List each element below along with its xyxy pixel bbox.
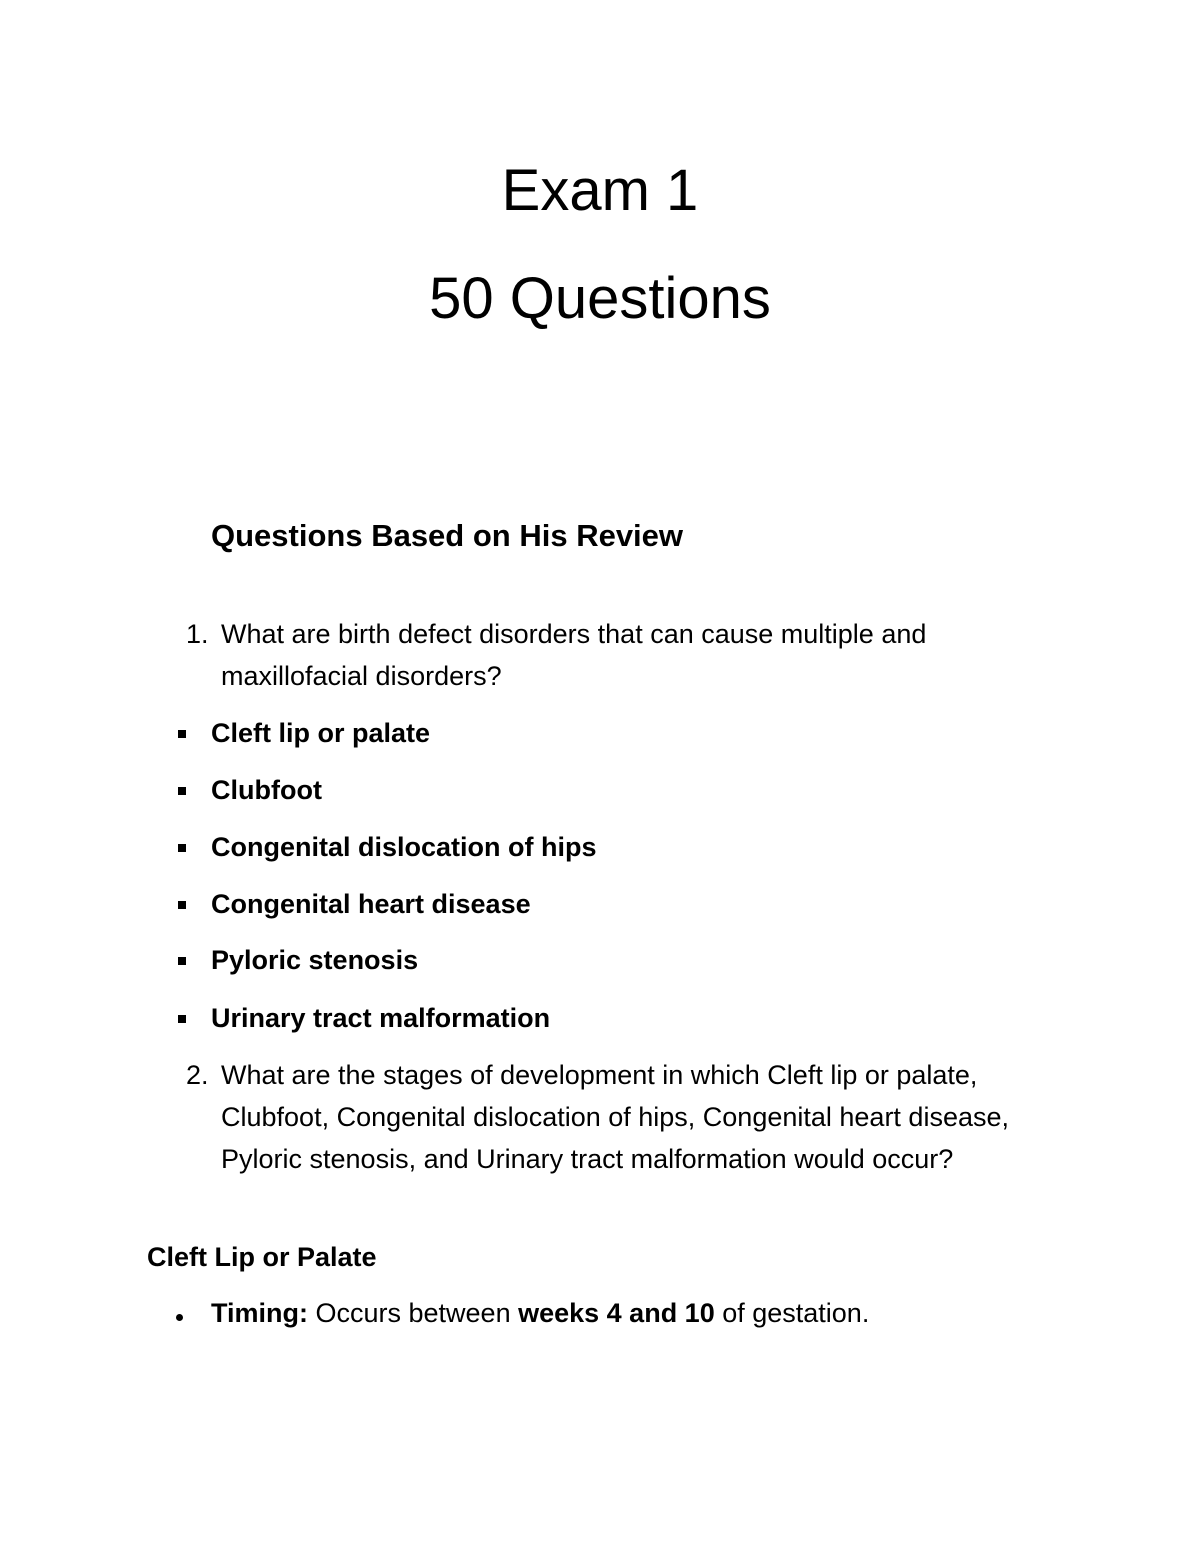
question-1-line-1: What are birth defect disorders that can cause multiple and: [221, 619, 927, 649]
timing-text-2: of gestation.: [714, 1298, 870, 1328]
answer-item: Clubfoot: [211, 775, 322, 805]
question-2-line-1: What are the stages of development in which Cleft lip or palate,: [221, 1060, 978, 1090]
question-2-number: 2.: [186, 1060, 209, 1090]
square-bullet-icon: [178, 1015, 186, 1023]
timing-weeks: weeks 4 and 10: [518, 1298, 715, 1328]
question-1-line-2: maxillofacial disorders?: [221, 661, 502, 691]
square-bullet-icon: [178, 787, 186, 795]
square-bullet-icon: [178, 901, 186, 909]
round-bullet-icon: [176, 1314, 183, 1321]
answer-item: Urinary tract malformation: [211, 1003, 551, 1033]
question-2-line-3: Pyloric stenosis, and Urinary tract malformation would occur?: [221, 1144, 954, 1174]
answer-item: Cleft lip or palate: [211, 718, 431, 748]
square-bullet-icon: [178, 957, 186, 965]
question-2-line-2: Clubfoot, Congenital dislocation of hips, Congenital heart disease,: [221, 1102, 1009, 1132]
cleft-heading: Cleft Lip or Palate: [147, 1242, 377, 1272]
section-heading: Questions Based on His Review: [211, 518, 684, 553]
answer-item: Congenital heart disease: [211, 889, 531, 919]
timing-text-1: Occurs between: [308, 1298, 519, 1328]
question-1-number: 1.: [186, 619, 209, 649]
timing-label: Timing:: [211, 1298, 308, 1328]
square-bullet-icon: [178, 730, 186, 738]
document-subtitle: 50 Questions: [429, 266, 771, 331]
document-title: Exam 1: [501, 158, 699, 223]
answer-item: Pyloric stenosis: [211, 945, 419, 975]
square-bullet-icon: [178, 844, 186, 852]
timing-line: [211, 1298, 869, 1329]
answer-item: Congenital dislocation of hips: [211, 832, 597, 862]
